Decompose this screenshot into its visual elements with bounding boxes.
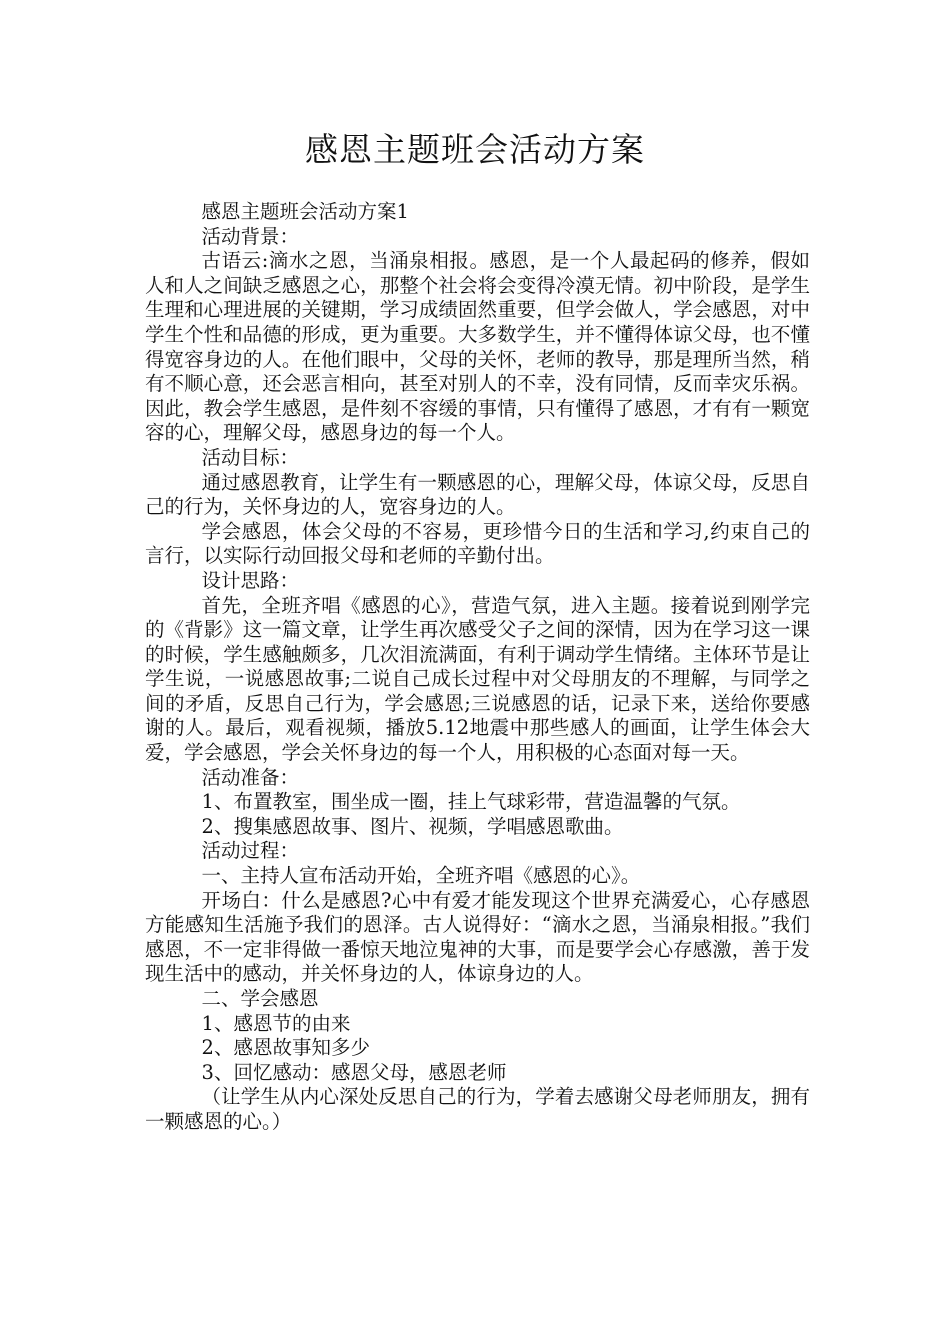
preparation-item-2: 2、搜集感恩故事、图片、视频，学唱感恩歌曲。 [201, 814, 624, 838]
section-heading-preparation: 活动准备： [201, 765, 300, 789]
process-step-2: 二、学会感恩 [201, 987, 319, 1010]
design-paragraph: 首先，全班齐唱《感恩的心》，营造气氛，进入主题。接着说到刚学完的《背影》这一篇文章，让学生再次感受父子之间的深情，因为在学习这一课的时候，学生感触颇多，几次泪流满面，有利于调动学生情绪。主体环节是让学生说，一说感恩故事;二说自己成长过程中对父母朋友的不理解，与同学之间的矛盾，反思自己行为，学会感恩;三说感恩的话，记录下来，送给你要感谢的人。最后，观看视频，播放5.12地震中那些感人的画面，让学生体会大爱，学会感恩，学会关怀身边的每一个人，用积极的心态面对每一天。 [145, 593, 810, 765]
plan-subtitle: 感恩主题班会活动方案1 [201, 200, 409, 223]
document-title: 感恩主题班会活动方案 [305, 130, 645, 169]
document-body [145, 200, 810, 1135]
process-item-3: 3、回忆感动：感恩父母，感恩老师 [201, 1060, 507, 1084]
section-heading-process: 活动过程： [201, 839, 300, 863]
process-item-1: 1、感恩节的由来 [201, 1011, 351, 1035]
section-heading-background: 活动背景： [201, 224, 300, 248]
process-step-1: 一、主持人宣布活动开始，全班齐唱《感恩的心》。 [201, 864, 641, 888]
section-heading-design: 设计思路： [201, 568, 300, 592]
process-note: （让学生从内心深处反思自己的行为，学着去感谢父母老师朋友，拥有一颗感恩的心。） [145, 1085, 810, 1133]
section-heading-goals: 活动目标： [201, 445, 300, 469]
process-item-2: 2、感恩故事知多少 [201, 1036, 370, 1060]
opening-remarks-paragraph: 开场白：什么是感恩?心中有爱才能发现这个世界充满爱心，心存感恩方能感知生活施予我们的恩泽。古人说得好：“滴水之恩，当涌泉相报。”我们感恩，不一定非得做一番惊天地泣鬼神的大事，而是要学会心存感激，善于发现生活中的感动，并关怀身边的人，体谅身边的人。 [145, 888, 810, 986]
goals-paragraph-1: 通过感恩教育，让学生有一颗感恩的心，理解父母，体谅父母，反思自己的行为，关怀身边的人，宽容身边的人。 [145, 470, 810, 519]
preparation-item-1: 1、布置教室，围坐成一圈，挂上气球彩带，营造温馨的气氛。 [201, 790, 741, 814]
goals-paragraph-2: 学会感恩，体会父母的不容易，更珍惜今日的生活和学习,约束自己的言行，以实际行动回报父母和老师的辛勤付出。 [145, 519, 810, 568]
background-paragraph: 古语云:滴水之恩，当涌泉相报。感恩，是一个人最起码的修养，假如人和人之间缺乏感恩之心，那整个社会将会变得冷漠无情。初中阶段，是学生生理和心理进展的关键期，学习成绩固然重要，但学会做人，学会感恩，对中学生个性和品德的形成，更为重要。大多数学生，并不懂得体谅父母，也不懂得宽容身边的人。在他们眼中，父母的关怀，老师的教导，那是理所当然，稍有不顺心意，还会恶言相向，甚至对别人的不幸，没有同情，反而幸灾乐祸。因此，教会学生感恩，是件刻不容缓的事情，只有懂得了感恩，才有有一颗宽容的心，理解父母，感恩身边的每一个人。 [145, 249, 810, 445]
